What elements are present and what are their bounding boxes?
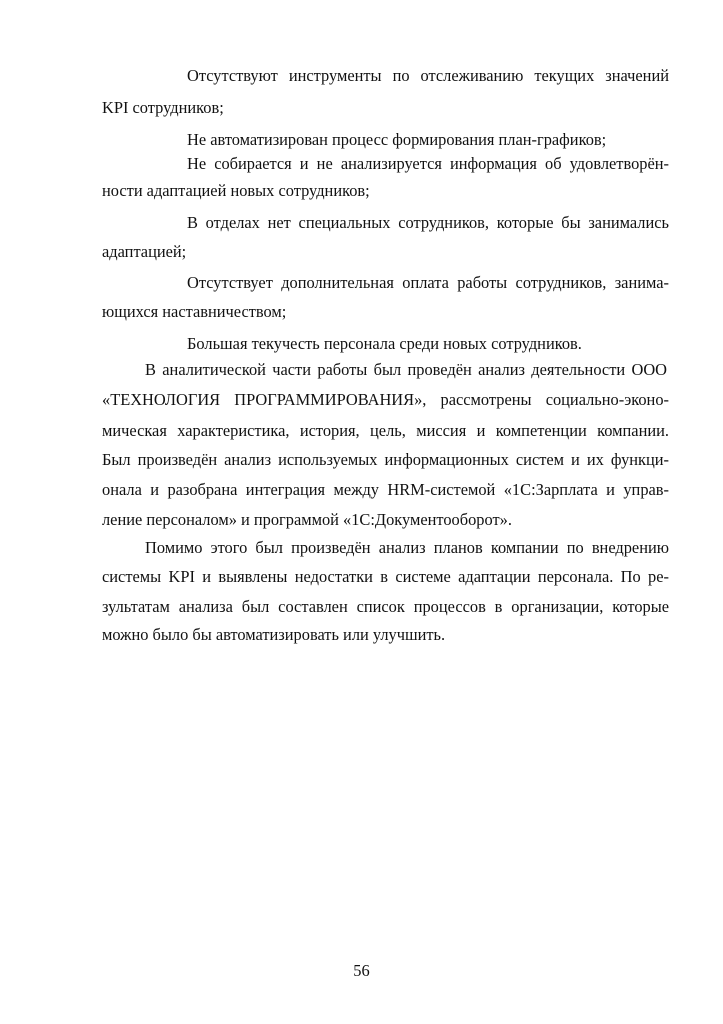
text-line: Был произведён анализ используемых информационных систем и их функци- [102, 450, 669, 469]
text-line: ности адаптацией новых сотрудников; [102, 181, 370, 200]
text-line: онала и разобрана интеграция между HRM-системой «1С:Зарплата и управ- [102, 480, 669, 499]
text-line: Отсутствует дополнительная оплата работы сотрудников, занима- [187, 273, 669, 292]
text-line: Отсутствуют инструменты по отслеживанию текущих значений [187, 66, 669, 85]
text-line: «ТЕХНОЛОГИЯ ПРОГРАММИРОВАНИЯ», рассмотрены социально-эконо- [102, 390, 669, 409]
text-line: мическая характеристика, история, цель, миссия и компетенции компании. [102, 421, 669, 440]
text-line: ющихся наставничеством; [102, 302, 287, 321]
text-line: Помимо этого был произведён анализ планов компании по внедрению [145, 538, 669, 557]
page-number: 56 [353, 961, 370, 980]
text-line: зультатам анализа был составлен список процессов в организации, которые [102, 597, 669, 616]
text-line: адаптацией; [102, 242, 187, 261]
text-line: KPI сотрудников; [102, 98, 224, 117]
text-line: Не собирается и не анализируется информация об удовлетворён- [187, 154, 669, 173]
text-line: можно было бы автоматизировать или улучшить. [102, 625, 446, 644]
text-line: системы KPI и выявлены недостатки в системе адаптации персонала. По ре- [102, 567, 669, 586]
text-line: В аналитической части работы был проведён анализ деятельности ООО [145, 360, 667, 379]
text-line: ление персоналом» и программой «1С:Документооборот». [102, 510, 512, 529]
text-line: В отделах нет специальных сотрудников, которые бы занимались [187, 213, 669, 232]
text-line: Не автоматизирован процесс формирования план-графиков; [187, 130, 607, 149]
text-line: Большая текучесть персонала среди новых сотрудников. [187, 334, 582, 353]
